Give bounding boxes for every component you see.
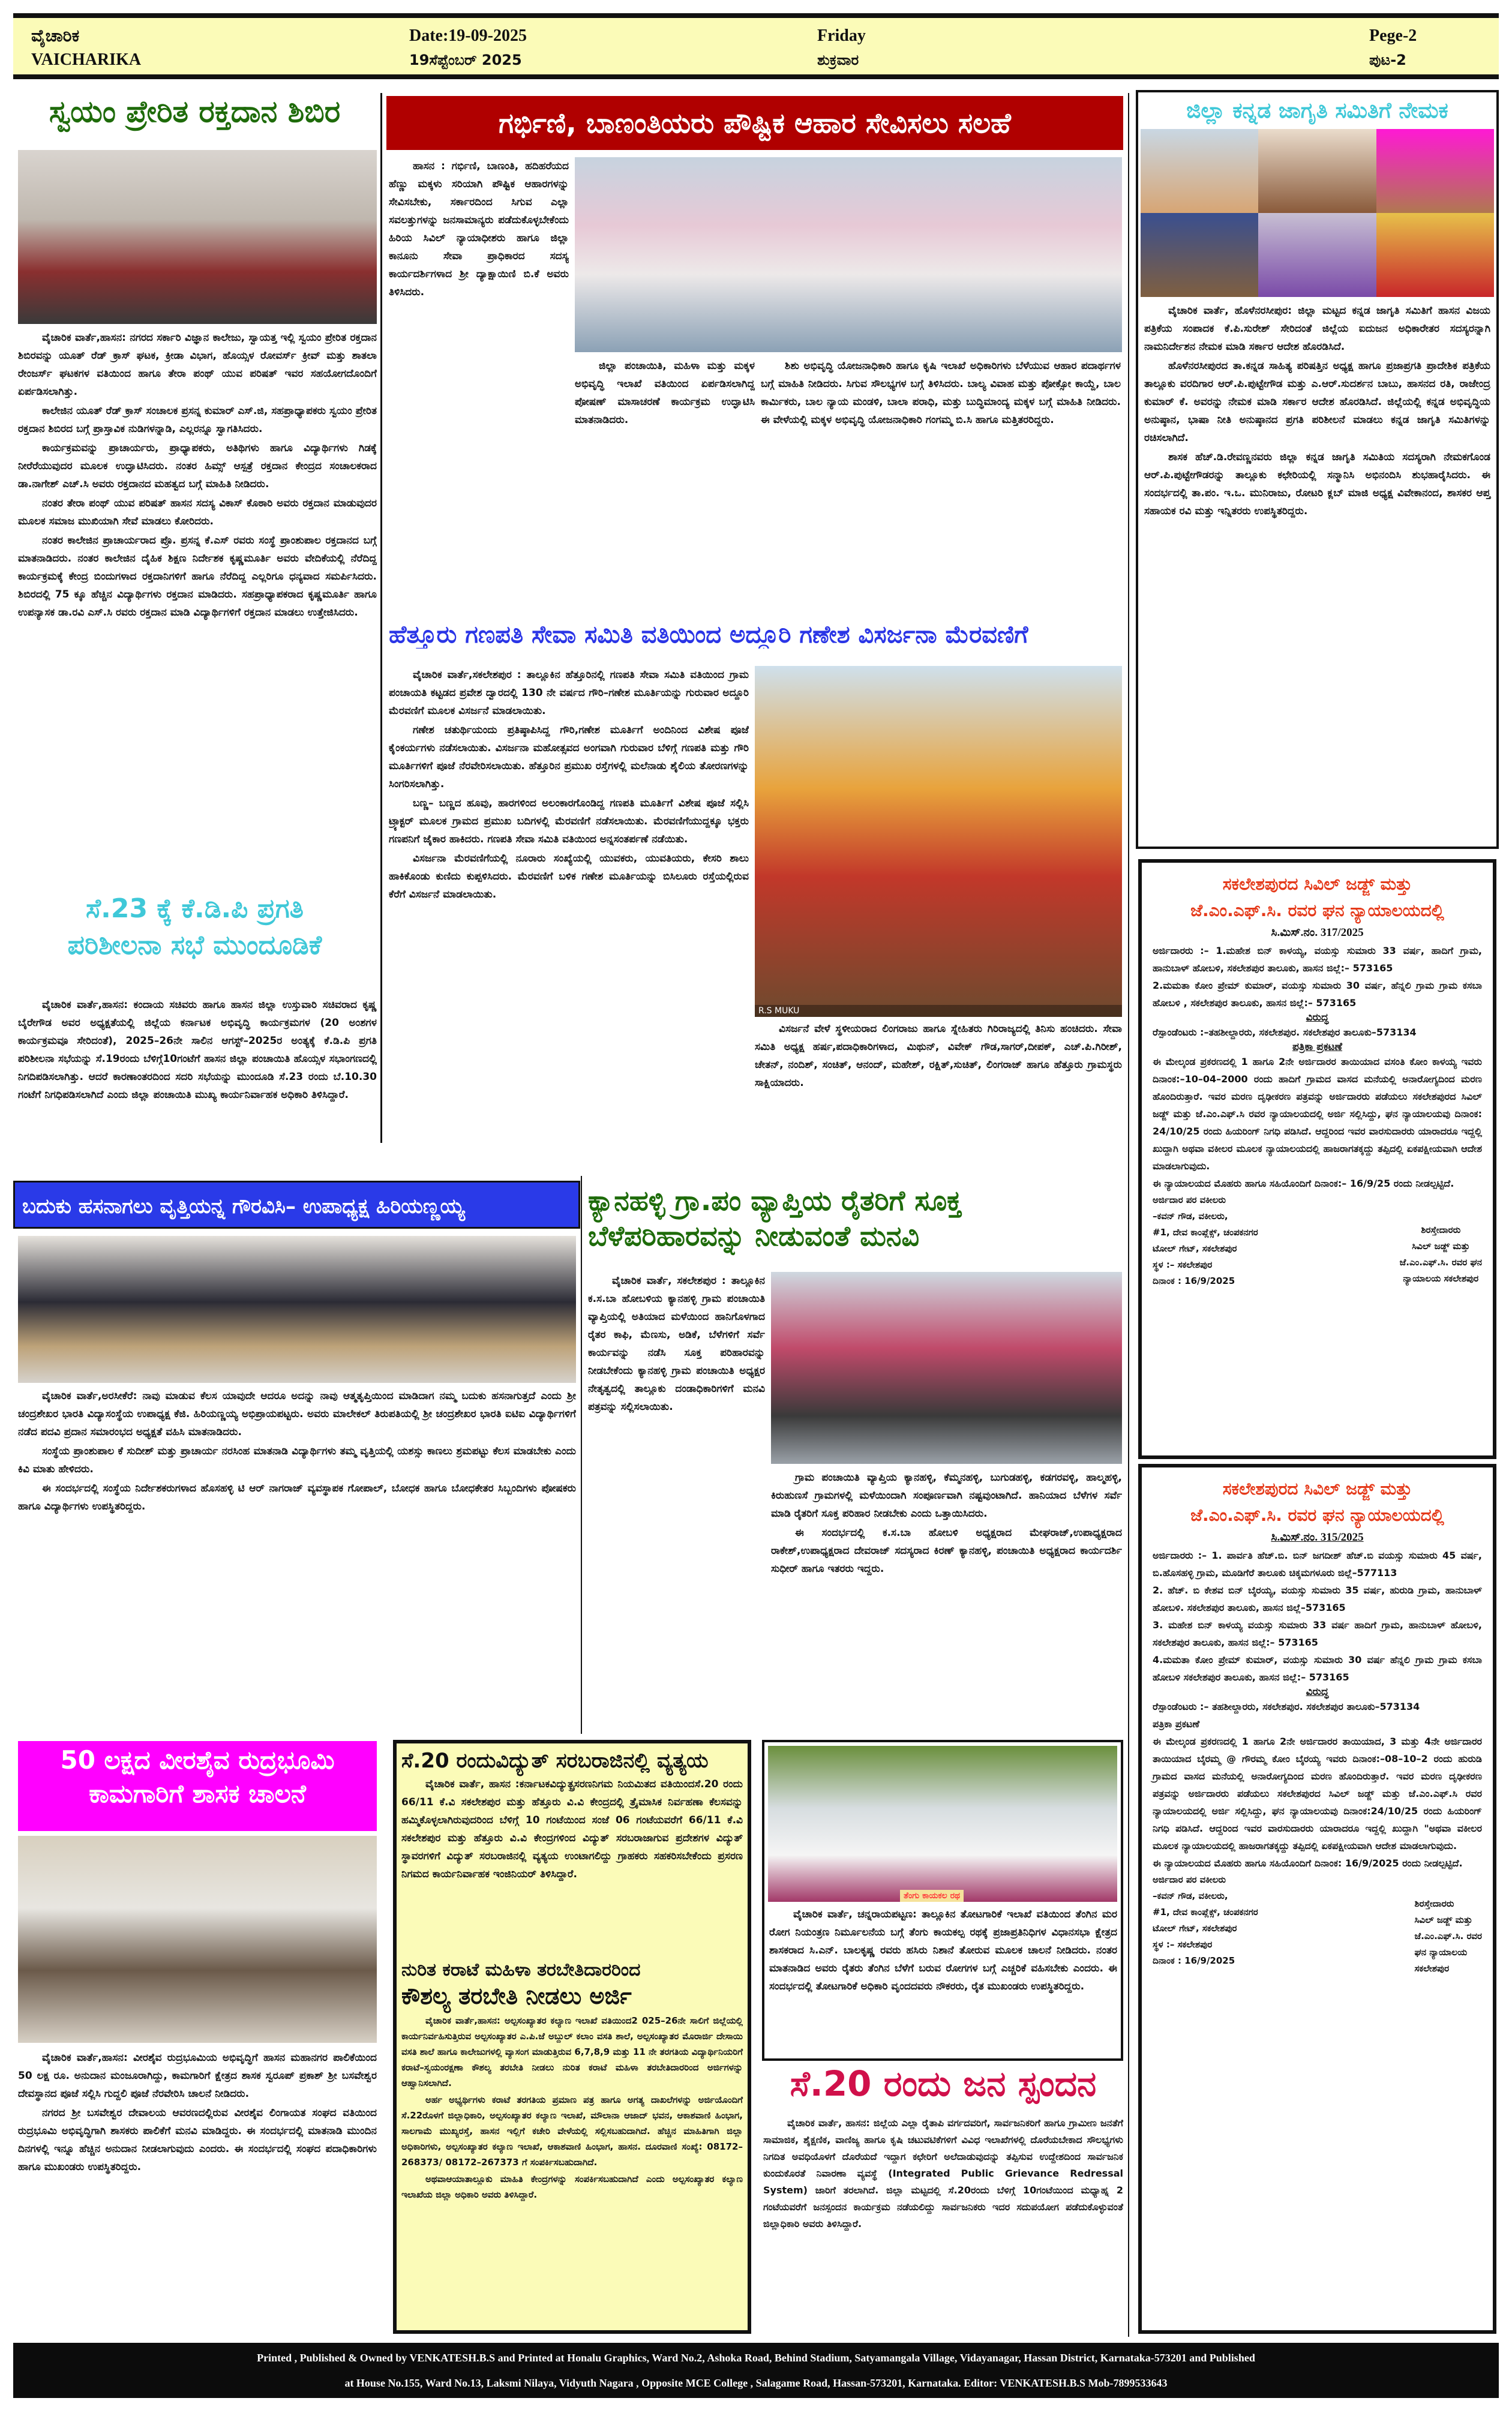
headline-line: ಪರಿಶೀಲನಾ ಸಭೆ ಮುಂದೂಡಿಕೆ — [67, 929, 322, 961]
article-blood-donation-body — [18, 329, 377, 956]
photo-coconut-vehicle — [768, 1746, 1117, 1902]
applicant: 3. ಮಹೇಶ ಬಿನ್ ಕಾಳಯ್ಯ ವಯಸ್ಸು ಸುಮಾರು 33 ವರ್ಷ ಹಾದಿಗೆ ಗ್ರಾಮ, ಹಾನುಬಾಳ್ ಹೋಬಳಿ, ಸಕಲೇಶಪುರ ತಾಲೂಕು, ಹಾಸನ ಜಿಲ್ಲೆ:– 573165 — [1153, 1619, 1482, 1648]
notice-title: ಸಕಲೇಶಪುರದ ಸಿವಿಲ್ ಜಡ್ಜ್ ಮತ್ತು — [1222, 1479, 1412, 1499]
sig-line: ನ್ಯಾಯಾಲಯ ಸಕಲೇಶಪುರ — [1403, 1273, 1479, 1284]
sig-line: ಅರ್ಜಿದಾರ ಪರ ವಕೀಲರು — [1153, 1195, 1226, 1205]
press-body: ಈ ಮೇಲ್ಕಂಡ ಪ್ರಕರಣದಲ್ಲಿ 1 ಹಾಗೂ 2ನೇ ಅರ್ಜಿದಾರರ ತಾಯಿಯಾದ, 3 ಮತ್ತು 4ನೇ ಅರ್ಜಿದಾರರ ತಾಯಿಯಾದ ಬೈರಮ್ಮ @ ಗೌರಮ್ಮ ಕೋಂ ಬೈರಯ್ಯ ಇವರು ದಿನಾಂಕ:–08–10–2 ರಂದು ಹುರುಡಿ ಗ್ರಾಮದ ವಾಸದ ಮನೆಯಲ್ಲಿ ಅನಾರೋಗ್ಯದಿಂದ ಮರಣ ಹೊಂದಿರುತ್ತಾರೆ. ಇವರ ಮರಣ ದೃಢೀಕರಣ ಪತ್ರವನ್ನು ಅರ್ಜಿದಾರರು ಪಡೆಯಲು ಸಕಲೇಶಪುರದ ಸಿವಿಲ್ ಜಡ್ಜ್ ಮತ್ತು ಜೆ.ಎಂ.ಎಫ್.ಸಿ ರವರ ನ್ಯಾಯಾಲಯದಲ್ಲಿ ಅರ್ಜಿ ಸಲ್ಲಿಸಿದ್ದು, ಘನ ನ್ಯಾಯಾಲಯವು ದಿನಾಂಕ:24/10/25 ರಂದು ಹಿಯರಿಂಗ್ ನಿಗಧಿ ಪಡಿಸಿದೆ. ಆದ್ದರಿಂದ ಇವರ ವಾರಸುದಾರರು ಯಾರಾದರೂ ಇದ್ದಲ್ಲಿ ಖುದ್ದಾಗಿ "ಅಥವಾ ವಕೀಲರ ಮೂಲಕ ನ್ಯಾಯಾಲಯದಲ್ಲಿ ಹಾಜರಾಗತಕ್ಕದ್ದು ತಪ್ಪಿದಲ್ಲಿ ಏಕಪಕ್ಷೀಯವಾಗಿ ಆದೇಶ ಮಾಡಲಾಗುವುದು. — [1153, 1736, 1482, 1851]
headline-karate-line1: ನುರಿತ ಕರಾಟೆ ಮಹಿಳಾ ತರಬೇತಿದಾರರಿಂದ — [401, 1959, 641, 1981]
paragraph: ಈ ಸಂದರ್ಭದಲ್ಲಿ ಕ.ಸ.ಬಾ ಹೋಬಳಿ ಅಧ್ಯಕ್ಷರಾದ ಮೇಘರಾಜ್,ಉಪಾಧ್ಯಕ್ಷರಾದ ರಾಕೇಶ್,ಉಪಾಧ್ಯಕ್ಷರಾದ ದೇವರಾಜ್ ಸದಸ್ಯರಾದ ಕಿರಣ್ ಕ್ಯಾನಹಳ್ಳಿ, ಪಂಚಾಯಿತಿ ಅಧ್ಯಕ್ಷರಾದ ಕಾರ್ಯದರ್ಶಿ ಸುಧೀರ್ ಹಾಗೂ ಇತರರು ಇದ್ದರು. — [771, 1527, 1122, 1575]
headline-line: ಸೆ.23 ಕ್ಕೆ ಕೆ.ಡಿ.ಪಿ ಪ್ರಗತಿ — [86, 893, 304, 924]
article-kyanahalli-body-col2 — [771, 1469, 1122, 1733]
paragraph: ಹೊಳೆನರಸೀಪುರದ ತಾ.ಕನ್ನಡ ಸಾಹಿತ್ಯ ಪರಿಷತ್ತಿನ ಅಧ್ಯಕ್ಷ ಹಾಗೂ ಪ್ರಜಾಪ್ರಗತಿ ಪ್ರಾದೇಶಿಕ ಪತ್ರಿಕೆಯ ತಾಲ್ಲೂಕು ವರದಿಗಾರ ಆರ್.ಪಿ.ಪುಟ್ಟೇಗೌಡ ಮತ್ತು ಎ.ಆರ್.ಸುದರ್ಶನ ಬಾಬು, ಹಾಸನದ ರತಿ, ರಾಜೇಂದ್ರ ಕುಮಾರ್ ಕೆ. ಅವರನ್ನು ನೇಮಕ ಮಾಡಿ ಸರ್ಕಾರ ಆದೇಶ ಹೊರಡಿಸಿದೆ. ಜಿಲ್ಲೆಯಲ್ಲಿ ಕನ್ನಡ ಅಭಿವೃದ್ಧಿಯ ಅನುಷ್ಠಾನ, ಭಾಷಾ ನೀತಿ ಅನುಷ್ಠಾನದ ಪ್ರಗತಿ ಪರಿಶೀಲನೆ ಮಾಡಲು ಕನ್ನಡ ಜಾಗೃತಿ ಸಮಿತಿಗಳನ್ನು ರಚಿಸಲಾಗಿದೆ. — [1144, 360, 1490, 445]
paragraph: ವೈಚಾರಿಕ ವಾರ್ತೆ, ಹಾಸನ :ಕರ್ನಾಟಕವಿದ್ಯುತ್ಪ್ರಸರಣನಿಗಮ ನಿಯಮಿತದ ವತಿಯಿಂದಸೆ.20 ರಂದು 66/11 ಕೆ.ವಿ ಸಕಲೇಶಪುರ ಮತ್ತು ಹೆತ್ತೂರು ವಿ.ವಿ ಕೇಂದ್ರದಲ್ಲಿ ತ್ರೈಮಾಸಿಕ ನಿರ್ವಹಣಾ ಕೆಲಸವನ್ನು ಹಮ್ಮಿಕೊಳ್ಳಲಾಗಿರುವುದರಿಂದ ಬೆಳಿಗ್ಗೆ 10 ಗಂಟೆಯಿಂದ ಸಂಜೆ 06 ಗಂಟೆಯವರೆಗೆ 66/11 ಕೆ.ವಿ ಸಕಲೇಶಪುರ ಮತ್ತು ಹೆತ್ತೂರು ವಿ.ವಿ ಕೇಂದ್ರಗಳಿಂದ ವಿದ್ಯುತ್ ಸರಬರಾಜಾಗುವ ಪ್ರದೇಶಗಳ ವಿದ್ಯುತ್ ಸ್ಥಾವರಗಳಿಗೆ ವಿದ್ಯುತ್ ಸರಬರಾಜಿನಲ್ಲಿ ವ್ಯತ್ಯಯ ಉಂಟಾಗಲಿದ್ದು ಗ್ರಾಹಕರು ಸಹಕರಿಸಬೇಕೆಂದು ಪ್ರಸರಣ ನಿಗಮದ ಕಾರ್ಯನಿರ್ವಾಹಕ ಇಂಜಿನಿಯರ್ ತಿಳಿಸಿದ್ದಾರೆ. — [401, 1778, 743, 1881]
paragraph: ವಿಸರ್ಜನಾ ಮೆರವಣಿಗೆಯಲ್ಲಿ ನೂರಾರು ಸಂಖ್ಯೆಯಲ್ಲಿ ಯುವಕರು, ಯುವತಿಯರು, ಕೇಸರಿ ಶಾಲು ಹಾಕಿಕೊಂಡು ಕುಣಿದು ಕುಪ್ಪಳಿಸಿದರು. ಮೆರವಣಿಗೆ ಬಳಿಕ ಗಣೇಶ ಮೂರ್ತಿಯನ್ನು ಬಿಸಿಲೂರು ರಸ್ತೆಯಲ್ಲಿರುವ ಕೆರೆಗೆ ವಿಸರ್ಜನೆ ಮಾಡಲಾಯಿತು. — [389, 853, 749, 901]
sig-line: ಘನ ನ್ಯಾಯಾಲಯ — [1414, 1947, 1468, 1958]
headline-nutrition-banner: ಗರ್ಭಿಣಿ, ಬಾಣಂತಿಯರು ಪೌಷ್ಟಿಕ ಆಹಾರ ಸೇವಿಸಲು ಸಲಹೆ — [386, 96, 1123, 150]
paragraph: ಜಿಲ್ಲಾ ಪಂಚಾಯಿತಿ, ಮಹಿಳಾ ಮತ್ತು ಮಕ್ಕಳ ಅಭಿವೃದ್ಧಿ ಇಲಾಖೆ ವತಿಯಿಂದ ಏರ್ಪಡಿಸಲಾಗಿದ್ದ ಪೋಷಣ್ ಮಾಸಾಚರಣೆ ಕಾರ್ಯಕ್ರಮ ಉದ್ಘಾಟಿಸಿ ಮಾತನಾಡಿದರು. — [575, 360, 755, 426]
press-body: ಈ ಮೇಲ್ಕಂಡ ಪ್ರಕರಣದಲ್ಲಿ 1 ಹಾಗೂ 2ನೇ ಅರ್ಜಿದಾರರ ತಾಯಿಯಾದ ವಸಂತಿ ಕೋಂ ಕಾಳಯ್ಯ ಇವರು ದಿನಾಂಕ:–10–04–2000 ರಂದು ಹಾದಿಗೆ ಗ್ರಾಮದ ವಾಸದ ಮನೆಯಲ್ಲಿ ಅನಾರೋಗ್ಯದಿಂದ ಮರಣ ಹೊಂದಿರುತ್ತಾರೆ. ಇವರ ಮರಣ ದೃಢೀಕರಣ ಪತ್ರವನ್ನು ಅರ್ಜಿದಾರರು ಪಡೆಯಲು ಸಕಲೇಶಪುರದ ಸಿವಿಲ್ ಜಡ್ಜ್ ಮತ್ತು ಜೆ.ಎಂ.ಎಫ್.ಸಿ ರವರ ನ್ಯಾಯಾಲಯದಲ್ಲಿ ಅರ್ಜಿ ಸಲ್ಲಿಸಿದ್ದು, ಘನ ನ್ಯಾಯಾಲಯವು ದಿನಾಂಕ: 24/10/25 ರಂದು ಹಿಯರಿಂಗ್ ನಿಗಧಿ ಪಡಿಸಿದೆ. ಆದ್ದರಿಂದ ಇವರ ವಾರಸುದಾರರು ಯಾರಾದರೂ ಇದ್ದಲ್ಲಿ ಖುದ್ದಾಗಿ ಅಥವಾ ವಕೀಲರ ಮೂಲಕ ನ್ಯಾಯಾಲಯದಲ್ಲಿ ಹಾಜರಾಗತಕ್ಕದ್ದು ತಪ್ಪಿದಲ್ಲಿ ಏಕಪಕ್ಷೀಯವಾಗಿ ಆದೇಶ ಮಾಡಲಾಗುವುದು. — [1153, 1056, 1482, 1172]
paragraph: ವೈಚಾರಿಕ ವಾರ್ತೆ, ಚನ್ನರಾಯಪಟ್ಟಣ: ತಾಲ್ಲೂಕಿನ ತೋಟಗಾರಿಕೆ ಇಲಾಖೆ ವತಿಯಿಂದ ತೆಂಗಿನ ಮರ ರೋಗ ನಿಯಂತ್ರಣ ನಿರ್ಮೂಲನೆಯ ಬಗ್ಗೆ ತೆಂಗು ಕಾಯಕಲ್ಪ ರಥಕ್ಕೆ ಪ್ರಜಾಪ್ರತಿನಿಧಿಗಳ ವಿಧಾನಸಭಾ ಕ್ಷೇತ್ರದ ಶಾಸಕರಾದ ಸಿ.ಎನ್. ಬಾಲಕೃಷ್ಣ ರವರು ಹಸಿರು ನಿಶಾನೆ ತೋರುವ ಮೂಲಕ ಚಾಲನೆ ನೀಡಿದರು. ನಂತರ ಮಾತನಾಡಿದ ಅವರು ರೈತರು ತೆಂಗಿನ ಬೆಳೆಗೆ ಬರುವ ರೋಗಗಳ ಬಗ್ಗೆ ಎಚ್ಚರಿಕೆ ವಹಿಸಬೇಕು ಎಂದರು. ಈ ಸಂದರ್ಭದಲ್ಲಿ ತೋಟಗಾರಿಕೆ ಅಧಿಕಾರಿ ವೃಂದದವರು ನೌಕರರು, ರೈತ ಮುಖಂಡರು ಉಪಸ್ಥಿತರಿದ್ದರು. — [769, 1908, 1117, 1992]
advocate-block — [1153, 1872, 1258, 1977]
paragraph: ವೈಚಾರಿಕ ವಾರ್ತೆ,ಹಾಸನ: ಅಲ್ಪಸಂಖ್ಯಾತರ ಕಲ್ಯಾಣ ಇಲಾಖೆ ವತಿಯಿಂದ2 025–26ನೇ ಸಾಲಿಗೆ ಜಿಲ್ಲೆಯಲ್ಲಿ ಕಾರ್ಯನಿರ್ವಹಿಸುತ್ತಿರುವ ಅಲ್ಪಸಂಖ್ಯಾತರ ಎ.ಪಿ.ಜೆ ಅಬ್ದುಲ್ ಕಲಾಂ ವಸತಿ ಶಾಲೆ, ಅಲ್ಪಸಂಖ್ಯಾತರ ಮೊರಾರ್ಜಿ ದೇಸಾಯಿ ವಸತಿ ಶಾಲೆ ಹಾಗೂ ಕಾಲೇಜುಗಳಲ್ಲಿ ವ್ಯಾಸಂಗ ಮಾಡುತ್ತಿರುವ 6,7,8,9 ಮತ್ತು 11 ನೇ ತರಗತಿಯ ವಿದ್ಯಾರ್ಥಿನಿಯರಿಗೆ ಕರಾಟೆ–ಸ್ವಯಂರಕ್ಷಣಾ ಕೌಶಲ್ಯ ತರಬೇತಿ ನೀಡಲು ನುರಿತ ಕರಾಟೆ ಮಹಿಳಾ ತರಬೇತಿದಾರರಿಂದ ಅರ್ಜಿಗಳನ್ನು ಆಹ್ವಾನಿಸಲಾಗಿದೆ. — [401, 2015, 743, 2089]
applicant: 4.ಮಮತಾ ಕೋಂ ಪ್ರೇಮ್ ಕುಮಾರ್, ವಯಸ್ಸು ಸುಮಾರು 30 ವರ್ಷ ಹೆನ್ನಲಿ ಗ್ರಾಮ ಗ್ರಾಮ ಕಸಬಾ ಹೋಬಳಿ ಸಕಲೇಶಪುರ ತಾಲೂಕು, ಹಾಸನ ಜಿಲ್ಲೆ:– 573165 — [1153, 1654, 1482, 1683]
headline-line: ಕ್ಯಾನಹಳ್ಳಿ ಗ್ರಾ.ಪಂ ವ್ಯಾಪ್ತಿಯ ರೈತರಿಗೆ ಸೂಕ್ತ — [588, 1184, 962, 1217]
headline-line: 50 ಲಕ್ಷದ ವೀರಶೈವ ರುದ್ರಭೂಮಿ — [60, 1745, 335, 1775]
paragraph: ಗ್ರಾಮ ಪಂಚಾಯಿತಿ ವ್ಯಾಪ್ತಿಯ ಕ್ಯಾನಹಳ್ಳಿ, ಕೆಮ್ಮನಹಳ್ಳಿ, ಬುಗುಡಹಳ್ಳಿ, ಕಡಗರವಳ್ಳಿ, ಹಾಲ್ಮಹಳ್ಳಿ, ಕಿರುಹುಣಸೆ ಗ್ರಾಮಗಳಲ್ಲಿ ಮಳೆಯಿಂದಾಗಿ ಸಂಪೂರ್ಣವಾಗಿ ನಷ್ಟವುಂಟಾಗಿದೆ. ಹಾನಿಯಾದ ಬೆಳೆಗಳ ಸರ್ವೆ ಮಾಡಿ ರೈತರಿಗೆ ಸೂಕ್ತ ಪರಿಹಾರ ನೀಡಬೇಕು ಎಂದು ಒತ್ತಾಯಿಸಿದರು. — [771, 1472, 1122, 1520]
article-kyanahalli-body-col1 — [588, 1272, 765, 1734]
paragraph: ನಂತರ ಕಾಲೇಜಿನ ಪ್ರಾಚಾರ್ಯರಾದ ಪ್ರೊ. ಪ್ರಸನ್ನ ಕೆ.ಎಸ್ ರವರು ಸಂಸ್ಥೆ ಪ್ರಾಂಶುಪಾಲ ರಕ್ತದಾನದ ಬಗ್ಗೆ ಮಾತನಾಡಿದರು. ನಂತರ ಕಾಲೇಜಿನ ದೈಹಿಕ ಶಿಕ್ಷಣ ನಿರ್ದೇಶಕ ಕೃಷ್ಣಮೂರ್ತಿ ಅವರು ವೇದಿಕೆಯಲ್ಲಿ ನೆರೆದಿದ್ದ ಕಾರ್ಯಕ್ರಮಕ್ಕೆ ಕೇಂದ್ರ ಬಿಂದುಗಳಾದ ರಕ್ತದಾನಿಗಳಿಗೆ ಹಾಗೂ ನೆರೆದಿದ್ದ ಎಲ್ಲರಿಗೂ ಧನ್ಯವಾದ ಸಮರ್ಪಿಸಿದರು. ಶಿಬಿರದಲ್ಲಿ 75 ಕ್ಕೂ ಹೆಚ್ಚಿನ ವಿದ್ಯಾರ್ಥಿಗಳು ರಕ್ತದಾನ ಮಾಡಿದರು. ಸಹಪ್ರಾಧ್ಯಾಪಕರಾದ ಕೃಷ್ಣಮೂರ್ತಿ ಹಾಗೂ ಉಪನ್ಯಾಸಕ ಡಾ.ರವಿ ಎಸ್.ಸಿ ರವರು ರಕ್ತದಾನ ಮಾಡಿ ವಿದ್ಯಾರ್ಥಿಗಳಿಗೆ ರಕ್ತದಾನ ಮಾಡಲು ಉತ್ತೇಜಿಸಿದರು. — [18, 535, 377, 619]
article-nutrition-body-col3 — [761, 357, 1121, 603]
photo-grid-members — [1141, 129, 1494, 297]
press-heading: ಪತ್ರಿಕಾ ಪ್ರಕಟಣೆ — [1153, 1718, 1200, 1730]
case-number: ಸಿ.ಮಿಸ್.ನಂ. 317/2025 — [1271, 926, 1364, 939]
column-divider — [1128, 93, 1129, 2337]
headline-line: ಬೆಳೆಪರಿಹಾರವನ್ನು ನೀಡುವಂತೆ ಮನವಿ — [588, 1219, 920, 1252]
article-upadhyaksha-body — [18, 1387, 576, 1729]
sheristedar-block — [1400, 1192, 1482, 1289]
paragraph: ವೈಚಾರಿಕ ವಾರ್ತೆ, ಸಕಲೇಶಪುರ : ತಾಲ್ಲೂಕಿನ ಕ.ಸ.ಬಾ ಹೋಬಳಿಯ ಕ್ಯಾನಹಳ್ಳಿ ಗ್ರಾಮ ಪಂಚಾಯಿತಿ ವ್ಯಾಪ್ತಿಯಲ್ಲಿ ಅತಿಯಾದ ಮಳೆಯಿಂದ ಹಾನಿಗೊಳಗಾದ ರೈತರ ಕಾಫಿ, ಮೆಣಸು, ಅಡಿಕೆ, ಬೆಳೆಗಳಿಗೆ ಸರ್ವೆ ಕಾರ್ಯವನ್ನು ನಡೆಸಿ ಸೂಕ್ತ ಪರಿಹಾರವನ್ನು ನೀಡಬೇಕೆಂದು ಕ್ಯಾನಹಳ್ಳಿ ಗ್ರಾಮ ಪಂಚಾಯಿತಿ ಅಧ್ಯಕ್ಷರ ನೇತೃತ್ವದಲ್ಲಿ ತಾಲ್ಲೂಕು ದಂಡಾಧಿಕಾರಿಗಳಿಗೆ ಮನವಿ ಪತ್ರವನ್ನು ಸಲ್ಲಿಸಲಾಯಿತು. — [588, 1275, 765, 1413]
sig-line: ಸಿವಿಲ್ ಜಡ್ಜ್ ಮತ್ತು — [1412, 1241, 1470, 1251]
notice-title: ಜೆ.ಎಂ.ಎಫ್.ಸಿ. ರವರ ಘನ ನ್ಯಾಯಾಲಯದಲ್ಲಿ — [1190, 1505, 1444, 1525]
masthead — [13, 13, 1499, 79]
issue-day — [817, 24, 866, 72]
sig-line: ಸ್ಥಳ :– ಸಕಲೇಶಪುರ — [1153, 1259, 1213, 1270]
paragraph: ವೈಚಾರಿಕ ವಾರ್ತೆ,ಅರಸೀಕೆರೆ: ನಾವು ಮಾಡುವ ಕೆಲಸ ಯಾವುದೇ ಆದರೂ ಅದನ್ನು ನಾವು ಆತ್ಮತೃಪ್ತಿಯಿಂದ ಮಾಡಿದಾಗ ನಮ್ಮ ಬದುಕು ಹಸನಾಗುತ್ತದೆ ಎಂದು ಶ್ರೀ ಚಂದ್ರಶೇಖರ ಭಾರತಿ ವಿದ್ಯಾಸಂಸ್ಥೆಯ ಉಪಾಧ್ಯಕ್ಷ ಕೆಜಿ. ಹಿರಿಯಣ್ಣಯ್ಯ ಅಭಿಪ್ರಾಯಪಟ್ಟರು. ಅವರು ಮಾಲೇಕಲ್ ತಿರುಪತಿಯಲ್ಲಿ ಶ್ರೀ ಚಂದ್ರಶೇಖರ ಭಾರತಿ ಐಟಿಐ ವಿದ್ಯಾರ್ಥಿಗಳಿಗೆ ನಡೆದ ಪದವಿ ಪ್ರದಾನ ಸಮಾರಂಭದ ಅಧ್ಯಕ್ಷತೆ ವಹಿಸಿ ಮಾತನಾಡಿದರು. — [18, 1390, 576, 1438]
applicant: ಅರ್ಜಿದಾರರು :– 1. ಪಾರ್ವತಿ ಹೆಚ್.ಬಿ. ಬಿನ್ ಜಗದೀಶ್ ಹೆಚ್.ಬಿ ವಯಸ್ಸು ಸುಮಾರು 45 ವರ್ಷ, ಬಿ.ಹೊಸಹಳ್ಳಿ ಗ್ರಾಮ, ಮೂಡಿಗೆರೆ ತಾಲೂಕು ಚಿಕ್ಕಮಗಳೂರು ಜಿಲ್ಲೆ–577113 — [1153, 1550, 1482, 1578]
versus-label: ವಿರುದ್ಧ — [1306, 1012, 1329, 1024]
sig-line: ಜೆ.ಎಂ.ಎಫ್.ಸಿ. ರವರ ಘನ — [1399, 1257, 1482, 1268]
paragraph: ವಿಸರ್ಜನೆ ವೇಳೆ ಸ್ಥಳೀಯರಾದ ಲಿಂಗರಾಜು ಹಾಗೂ ಸ್ನೇಹಿತರು ಗಿರಿರಾಜ್ಯದಲ್ಲಿ ತಿನಿಸು ಹಂಚಿದರು. ಸೇವಾ ಸಮಿತಿ ಅಧ್ಯಕ್ಷ ಹರ್ಷ,ಪದಾಧಿಕಾರಿಗಳಾದ, ಮಿಥುನ್, ವಿವೇಕ್ ಗೌಡ,ಸಾಗರ್,ದೀಪಕ್, ಎಚ್.ಪಿ.ಗಿರೀಶ್, ಚೇತನ್, ನಂದಿಶ್, ಸಂಚಿತ್, ಆನಂದ್, ಮಹೇಶ್, ರಕ್ಷಿತ್,ಸುಚಿತ್, ಲಿಂಗರಾಜ್ ಹಾಗೂ ಹೆತ್ತೂರು ಗ್ರಾಮಸ್ಥರು ಸಾಕ್ಷಿಯಾದರು. — [755, 1023, 1122, 1089]
paragraph: ಬಣ್ಣ– ಬಣ್ಣದ ಹೂವು, ಹಾರಗಳಿಂದ ಅಲಂಕಾರಗೊಂಡಿದ್ದ ಗಣಪತಿ ಮೂರ್ತಿಗೆ ವಿಶೇಷ ಪೂಜೆ ಸಲ್ಲಿಸಿ ಟ್ರ್ಯಾಕ್ಟರ್ ಮೂಲಕ ಗ್ರಾಮದ ಪ್ರಮುಖ ಬದಿಗಳಲ್ಲಿ ಮೆರವಣಿಗೆ ನಡೆಸಲಾಯಿತು. ಮೆರವಣಿಗೆಯುದ್ದಕ್ಕೂ ಭಕ್ತರು ಗಣಪನಿಗೆ ಜೈಕಾರ ಹಾಕಿದರು. ಗಣಪತಿ ಸೇವಾ ಸಮಿತಿ ವತಿಯಿಂದ ಅನ್ನಸಂತರ್ಪಣೆ ನಡೆಯಿತು. — [389, 797, 749, 845]
imprint-footer — [13, 2343, 1499, 2398]
sig-line: –ಕವನ್ ಗೌಡ, ವಕೀಲರು, — [1153, 1211, 1228, 1221]
photo-nutrition-event — [575, 157, 1122, 352]
sig-line: #1, ದೇವ ಕಾಂಪ್ಲೆಕ್ಸ್, ಚಂಪಕನಗರ — [1153, 1227, 1258, 1238]
applicant: ಅರ್ಜಿದಾರರು :– 1.ಮಹೇಶ ಬಿನ್ ಕಾಳಯ್ಯ, ವಯಸ್ಸು ಸುಮಾರು 33 ವರ್ಷ, ಹಾದಿಗೆ ಗ್ರಾಮ, ಹಾನುಬಾಳ್ ಹೋಬಳಿ, ಸಕಲೇಶಪುರ ತಾಲೂಕು, ಹಾಸನ ಜಿಲ್ಲೆ:– 573165 — [1153, 945, 1482, 974]
paragraph: ಶಾಸಕ ಹೆಚ್.ಡಿ.ರೇವಣ್ಣನವರು ಜಿಲ್ಲಾ ಕನ್ನಡ ಜಾಗೃತಿ ಸಮಿತಿಯ ಸದಸ್ಯರಾಗಿ ನೇಮಕಗೊಂಡ ಆರ್.ಪಿ.ಪುಟ್ಟೇಗೌಡರನ್ನು ತಾಲ್ಲೂಕು ಕಛೇರಿಯಲ್ಲಿ ಸನ್ಮಾನಿಸಿ ಅಭಿನಂದಿಸಿ ಶುಭಹಾರೈಸಿದರು. ಈ ಸಂದರ್ಭದಲ್ಲಿ ತಾ.ಪಂ. ಇ.ಒ. ಮುನಿರಾಜು, ರೋಟರಿ ಕ್ಲಬ್ ಮಾಜಿ ಅಧ್ಯಕ್ಷ ವಿವೇಕಾನಂದ, ಶಾಸಕರ ಆಪ್ತ ಸಹಾಯಕ ರವಿ ಮತ್ತು ಇನ್ನಿತರರು ಉಪಸ್ಥಿತರಿದ್ದರು. — [1144, 451, 1490, 518]
sig-line: ಅರ್ಜಿದಾರ ಪರ ವಕೀಲರು — [1153, 1874, 1226, 1885]
sig-line: ಶಿರಸ್ತೇದಾರರು — [1421, 1224, 1461, 1235]
column-divider — [581, 1176, 582, 1734]
article-nutrition-body-col2 — [575, 357, 755, 603]
sig-line: ದಿನಾಂಕ : 16/9/2025 — [1153, 1275, 1235, 1286]
paragraph: ವೈಚಾರಿಕ ವಾರ್ತೆ, ಹೊಳೆನರಸೀಪುರ: ಜಿಲ್ಲಾ ಮಟ್ಟದ ಕನ್ನಡ ಜಾಗೃತಿ ಸಮಿತಿಗೆ ಹಾಸನ ವಿಜಯ ಪತ್ರಿಕೆಯ ಸಂಪಾದಕ ಕೆ.ಪಿ.ಸುರೇಶ್ ಸೇರಿದಂತೆ ಜಿಲ್ಲೆಯ ಐದುಜನ ಅಧಿಕಾರೇತರ ಸದಸ್ಯರನ್ನಾಗಿ ನಾಮನಿರ್ದೇಶನ ನೇಮಕ ಮಾಡಿ ಸರ್ಕಾರ ಆದೇಶ ಹೊರಡಿಸಿದೆ. — [1144, 305, 1490, 353]
paragraph: ಕಾಲೇಜಿನ ಯೂತ್ ರೆಡ್ ಕ್ರಾಸ್ ಸಂಚಾಲಕ ಪ್ರಸನ್ನ ಕುಮಾರ್ ಎಸ್.ಜಿ, ಸಹಪ್ರಾಧ್ಯಾಪಕರು ಸ್ವಯಂ ಪ್ರೇರಿತ ರಕ್ತದಾನ ಶಿಬಿರದ ಬಗ್ಗೆ ಪ್ರಾಸ್ತಾವಿಕ ನುಡಿಗಳನ್ನಾಡಿ, ಎಲ್ಲರನ್ನೂ ಸ್ವಾಗತಿಸಿದರು. — [18, 405, 377, 435]
headline-upadhyaksha-banner: ಬದುಕು ಹಸನಾಗಲು ವೃತ್ತಿಯನ್ನ ಗೌರವಿಸಿ– ಉಪಾಧ್ಯಕ್ಷ ಹಿರಿಯಣ್ಣಯ್ಯ — [13, 1181, 580, 1229]
article-power-cut-body — [397, 1775, 748, 1955]
photo-memorandum-submission — [771, 1272, 1122, 1464]
sig-line: ಟೋಲ್ ಗೇಟ್, ಸಕಲೇಶಪುರ — [1153, 1923, 1237, 1934]
headline-line: ಕಾಮಗಾರಿಗೆ ಶಾಸಕ ಚಾಲನೆ — [89, 1779, 306, 1809]
day-english: Friday — [817, 26, 866, 45]
newspaper-name-kannada: ವೈಚಾರಿಕ — [31, 26, 80, 46]
respondent: ರೆಸ್ಪಾಂಡೆಂಟರು :– ತಹಶೀಲ್ದಾರರು, ಸಕಲೇಶಪುರ. ಸಕಲೇಶಪುರ ತಾಲೂಕು–573134 — [1153, 1701, 1420, 1712]
article-jana-spandana-body — [763, 2115, 1123, 2337]
photo-member — [1141, 213, 1258, 297]
headline-kyanahalli — [588, 1185, 1122, 1252]
article-coconut-body — [769, 1905, 1117, 2055]
paragraph: ಹಾಸನ : ಗರ್ಭಿಣಿ, ಬಾಣಂತಿ, ಹದಿಹರೆಯದ ಹೆಣ್ಣು ಮಕ್ಕಳು ಸರಿಯಾಗಿ ಪೌಷ್ಟಿಕ ಆಹಾರಗಳನ್ನು ಸೇವಿಸಬೇಕು, ಸರ್ಕಾರದಿಂದ ಸಿಗುವ ಎಲ್ಲಾ ಸವಲತ್ತುಗಳನ್ನು ಜನಸಾಮಾನ್ಯರು ಪಡೆದುಕೊಳ್ಳಬೇಕೆಂದು ಹಿರಿಯ ಸಿವಿಲ್ ನ್ಯಾಯಾಧೀಶರು ಹಾಗೂ ಜಿಲ್ಲಾ ಕಾನೂನು ಸೇವಾ ಪ್ರಾಧಿಕಾರದ ಸದಸ್ಯ ಕಾರ್ಯದರ್ಶಿಗಳಾದ ಶ್ರೀ ದ್ಯಾಕ್ಷಾಯಿಣಿ ಬಿ.ಕೆ ಅವರು ತಿಳಿಸಿದರು. — [389, 160, 569, 298]
seal-line: ಈ ನ್ಯಾಯಾಲಯದ ಮೊಹರು ಹಾಗೂ ಸಹಿಯೊಂದಿಗೆ ದಿನಾಂಕ:– 16/9/25 ರಂದು ನೀಡಲ್ಪಟ್ಟಿದೆ. — [1153, 1178, 1454, 1189]
applicant: 2. ಹೆಚ್. ಬಿ ಕೇಶವ ಬಿನ್ ಬೈರಯ್ಯ, ವಯಸ್ಸು ಸುಮಾರು 35 ವರ್ಷ, ಹುರುಡಿ ಗ್ರಾಮ, ಹಾನುಬಾಳ್ ಹೋಬಳಿ. ಸಕಲೇಶಪುರ ತಾಲೂಕು, ಹಾಸನ ಜಿಲ್ಲೆ–573165 — [1153, 1584, 1482, 1613]
headline-rudrabhoomi-banner — [18, 1741, 377, 1831]
newspaper-name-english: VAICHARIKA — [31, 50, 142, 69]
sig-line: ದಿನಾಂಕ : 16/9/2025 — [1153, 1955, 1235, 1966]
paragraph: ಕಾರ್ಯಕ್ರಮವನ್ನು ಪ್ರಾಚಾರ್ಯರು, ಪ್ರಾಧ್ಯಾಪಕರು, ಅತಿಥಿಗಳು ಹಾಗೂ ವಿದ್ಯಾರ್ಥಿಗಳು ಗಿಡಕ್ಕೆ ನೀರೆರೆಯುವುದರ ಮೂಲಕ ಉದ್ಘಾಟಿಸಿದರು. ನಂತರ ಹಿಮ್ಸ್ ಆಸ್ಪತ್ರೆ ರಕ್ತದಾನ ಕೇಂದ್ರದ ಸಂಚಾಲಕರಾದ ಡಾ.ನಾಗೇಶ್ ಎಚ್.ಸಿ ಅವರು ರಕ್ತದಾನದ ಮಹತ್ವದ ಬಗ್ಗೆ ಮಾಹಿತಿ ನೀಡಿದರು. — [18, 442, 377, 490]
paragraph: ಈ ಸಂದರ್ಭದಲ್ಲಿ ಸಂಸ್ಥೆಯ ನಿರ್ದೇಶಕರುಗಳಾದ ಹೊಸಹಳ್ಳಿ ಟಿ ಆರ್ ನಾಗರಾಜ್ ವ್ಯವಸ್ಥಾಪಕ ಗೋಪಾಲ್, ಬೋಧಕ ಹಾಗೂ ಬೋಧಕೇತರ ಸಿಬ್ಬಂದಿಗಳು ಪೋಷಕರು ಹಾಗೂ ವಿದ್ಯಾರ್ಥಿಗಳು ಉಪಸ್ಥಿತರಿದ್ದರು. — [18, 1482, 576, 1512]
paragraph: ಸಂಸ್ಥೆಯ ಪ್ರಾಂಶುಪಾಲ ಕೆ ಸುದೀಶ್ ಮತ್ತು ಪ್ರಾಚಾರ್ಯ ನರಸಿಂಹ ಮಾತನಾಡಿ ವಿದ್ಯಾರ್ಥಿಗಳು ತಮ್ಮ ವೃತ್ತಿಯಲ್ಲಿ ಯಶಸ್ಸು ಕಾಣಲು ಶ್ರಮಪಟ್ಟು ಕೆಲಸ ಮಾಡಬೇಕು ಎಂದು ಕಿವಿ ಮಾತು ಹೇಳಿದರು. — [18, 1445, 576, 1475]
column-divider — [380, 93, 382, 1143]
yellow-box-power-karate — [393, 1740, 751, 2334]
sig-line: #1, ದೇವ ಕಾಂಪ್ಲೆಕ್ಸ್, ಚಂಪಕನಗರ — [1153, 1907, 1258, 1917]
photo-member — [1258, 213, 1376, 297]
notice-title: ಜೆ.ಎಂ.ಎಫ್.ಸಿ. ರವರ ಘನ ನ್ಯಾಯಾಲಯದಲ್ಲಿ — [1190, 901, 1444, 920]
article-nutrition-body-col1 — [389, 157, 569, 601]
photo-rudrabhoomi-inauguration — [18, 1836, 377, 2043]
vehicle-banner-text: ತೆಂಗು ಕಾಯಕಲ ರಥ — [900, 1890, 964, 1902]
legal-notice-315 — [1138, 1464, 1496, 2334]
applicant: 2.ಮಮತಾ ಕೋಂ ಪ್ರೇಮ್ ಕುಮಾರ್, ವಯಸ್ಸು ಸುಮಾರು 30 ವರ್ಷ, ಹೆನ್ನಲಿ ಗ್ರಾಮ ಗ್ರಾಮ ಕಸಬಾ ಹೋಬಳಿ , ಸಕಲೇಶಪುರ ತಾಲೂಕು, ಹಾಸನ ಜಿಲ್ಲೆ:– 573165 — [1153, 980, 1482, 1009]
sig-line: ಶಿರಸ್ತೇದಾರರು — [1414, 1898, 1454, 1909]
photo-graduation-ceremony — [18, 1236, 576, 1383]
photo-member — [1141, 129, 1258, 213]
sig-line: ಟೋಲ್ ಗೇಟ್, ಸಕಲೇಶಪುರ — [1153, 1243, 1237, 1254]
photo-ganesha-idol — [755, 666, 1122, 1017]
photo-blood-donation-event — [18, 150, 377, 324]
article-kdp-body — [18, 996, 377, 1143]
day-kannada: ಶುಕ್ರವಾರ — [817, 52, 859, 68]
page-number — [1369, 24, 1417, 72]
page-number-kannada: ಪುಟ-2 — [1369, 52, 1406, 68]
imprint-line: at House No.155, Ward No.13, Laksmi Nilaya, Vidyuth Nagara , Opposite MCE College , Salagame Road, Hassan-573201, Karnataka. Editor: VENKATESH.B.S Mob-7899533643 — [344, 2377, 1168, 2389]
article-coconut-box — [762, 1740, 1123, 2061]
headline-ganesha-procession: ಹೆತ್ತೂರು ಗಣಪತಿ ಸೇವಾ ಸಮಿತಿ ವತಿಯಿಂದ ಅದ್ದೂರಿ ಗಣೇಶ ವಿಸರ್ಜನಾ ಮೆರವಣಿಗೆ — [389, 621, 1028, 649]
newspaper-name — [31, 24, 141, 72]
sig-line: –ಕವನ್ ಗೌಡ, ವಕೀಲರು, — [1153, 1890, 1228, 1901]
paragraph: ವೈಚಾರಿಕ ವಾರ್ತೆ,ಹಾಸನ: ವೀರಶೈವ ರುದ್ರಭೂಮಿಯ ಅಭಿವೃದ್ಧಿಗೆ ಹಾಸನ ಮಹಾನಗರ ಪಾಲಿಕೆಯಿಂದ 50 ಲಕ್ಷ ರೂ. ಅನುದಾನ ಮಂಜೂರಾಗಿದ್ದು, ಕಾಮಗಾರಿಗೆ ಕ್ಷೇತ್ರದ ಶಾಸಕ ಸ್ವರೂಪ್ ಪ್ರಕಾಶ್ ಶ್ರೀ ಬಸವೇಶ್ವರ ದೇವಸ್ಥಾನದ ಪೂಜೆ ಸಲ್ಲಿಸಿ ಗುದ್ದಲಿ ಪೂಜೆ ನೆರವೇರಿಸಿ ಚಾಲನೆ ನೀಡಿದರು. — [18, 2052, 377, 2100]
page-number-english: Pege-2 — [1369, 26, 1417, 45]
article-karate-body — [397, 2013, 748, 2307]
article-jagruthi-body — [1138, 297, 1496, 813]
legal-notice-317 — [1138, 859, 1496, 1459]
headline-karate-line2: ಕೌಶಲ್ಯ ತರಬೇತಿ ನೀಡಲು ಅರ್ಜಿ — [401, 1982, 632, 2009]
imprint-line: Printed , Published & Owned by VENKATESH.B.S and Printed at Honalu Graphics, Ward No.2, Ashoka Road, Behind Stadium, Satyamangala Village, Vidayanagar, Hassan District, Karnataka-573201 and Published — [257, 2352, 1255, 2364]
advocate-block — [1153, 1192, 1258, 1289]
press-heading: ಪತ್ರಿಕಾ ಪ್ರಕಟಣೆ — [1292, 1041, 1342, 1053]
notice-title: ಸಕಲೇಶಪುರದ ಸಿವಿಲ್ ಜಡ್ಜ್ ಮತ್ತು — [1222, 874, 1412, 894]
versus-label: ವಿರುದ್ಧ — [1306, 1686, 1329, 1698]
photo-member — [1376, 129, 1494, 213]
photo-member — [1258, 129, 1376, 213]
article-jagruthi-box — [1136, 90, 1499, 849]
paragraph: ಅರ್ಹ ಅಭ್ಯರ್ಥಿಗಳು ಕರಾಟೆ ತರಗತಿಯ ಪ್ರಮಾಣ ಪತ್ರ ಹಾಗೂ ಅಗತ್ಯ ದಾಖಲೆಗಳನ್ನು ಅರ್ಜಿಯೊಂದಿಗೆ ಸೆ.22ರೊಳಗೆ ಜಿಲ್ಲಾಧಿಕಾರಿ, ಅಲ್ಪಸಂಖ್ಯಾತರ ಕಲ್ಯಾಣ ಇಲಾಖೆ, ಮೌಲಾನಾ ಆಜಾದ್ ಭವನ, ಆಕಾಶವಾಣಿ ಹಿಂಭಾಗ, ಸಾಲಗಾಮೆ ಮುಖ್ಯರಸ್ತೆ, ಹಾಸನ ಇಲ್ಲಿಗೆ ಕಚೇರಿ ವೇಳೆಯಲ್ಲಿ ಸಲ್ಲಿಸಬಹುದಾಗಿದೆ. ಹೆಚ್ಚಿನ ಮಾಹಿತಿಗಾಗಿ ಜಿಲ್ಲಾ ಅಧಿಕಾರಿಗಳು, ಅಲ್ಪಸಂಖ್ಯಾತರ ಕಲ್ಯಾಣ ಇಲಾಖೆ, ಆಕಾಶವಾಣಿ ಹಿಂಭಾಗ, ಹಾಸನ. ದೂರವಾಣಿ ಸಂಖ್ಯೆ: 08172–268373/ 08172–267373 ಗೆ ಸಂಪರ್ಕಿಸಬಹುದಾಗಿದೆ. — [401, 2094, 743, 2168]
paragraph: ನಂತರ ತೇರಾ ಪಂಥ್ ಯುವ ಪರಿಷತ್ ಹಾಸನ ಸದಸ್ಯ ವಿಕಾಸ್ ಕೊಠಾರಿ ಅವರು ರಕ್ತದಾನ ಮಾಡುವುದರ ಮೂಲಕ ಸಮಾಜ ಮುಖಿಯಾಗಿ ಸೇವೆ ಮಾಡಲು ಕೋರಿದರು. — [18, 497, 377, 527]
sig-line: ಜೆ.ಎಂ.ಎಫ್.ಸಿ. ರವರ — [1414, 1931, 1482, 1941]
issue-date — [409, 24, 527, 72]
paragraph: ನಗರದ ಶ್ರೀ ಬಸವೇಶ್ವರ ದೇವಾಲಯ ಆವರಣದಲ್ಲಿರುವ ವೀರಶೈವ ಲಿಂಗಾಯತ ಸಂಘದ ವತಿಯಿಂದ ರುದ್ರಭೂಮಿ ಅಭಿವೃದ್ಧಿಗಾಗಿ ಶಾಸಕರು ಪಾಲಿಕೆಗೆ ಮನವಿ ಮಾಡಿದ್ದರು. ಈ ಸಂದರ್ಭದಲ್ಲಿ ಮಾತನಾಡಿ ಮುಂದಿನ ದಿನಗಳಲ್ಲಿ ಇನ್ನೂ ಹೆಚ್ಚಿನ ಅನುದಾನ ನೀಡಲಾಗುವುದು ಎಂದರು. ಈ ಸಂದರ್ಭದಲ್ಲಿ ಸಂಘದ ಪದಾಧಿಕಾರಿಗಳು ಹಾಗೂ ಮುಖಂಡರು ಉಪಸ್ಥಿತರಿದ್ದರು. — [18, 2107, 377, 2173]
respondent: ರೆಸ್ಪಾಂಡೆಂಟರು :–ತಹಶೀಲ್ದಾರರು, ಸಕಲೇಶಪುರ. ಸಕಲೇಶಪುರ ತಾಲೂಕು–573134 — [1153, 1027, 1417, 1038]
sig-line: ಸ್ಥಳ :– ಸಕಲೇಶಪುರ — [1153, 1939, 1213, 1950]
article-ganesha-body-col1 — [389, 666, 749, 1140]
sig-line: ಸಕಲೇಶಪುರ — [1414, 1963, 1450, 1974]
headline-jana-spandana: ಸೆ.20 ರಂದು ಜನ ಸ್ಪಂದನ — [790, 2063, 1097, 2104]
paragraph: ವೈಚಾರಿಕ ವಾರ್ತೆ,ಹಾಸನ: ಕಂದಾಯ ಸಚಿವರು ಹಾಗೂ ಹಾಸನ ಜಿಲ್ಲಾ ಉಸ್ತುವಾರಿ ಸಚಿವರಾದ ಕೃಷ್ಣ ಬೈರೇಗೌಡ ಅವರ ಅಧ್ಯಕ್ಷತೆಯಲ್ಲಿ ಜಿಲ್ಲೆಯ ಕರ್ನಾಟಕ ಅಭಿವೃದ್ಧಿ ಕಾರ್ಯಕ್ರಮಗಳ (20 ಅಂಶಗಳ ಕಾರ್ಯಕ್ರಮವೂ ಸೇರಿದಂತೆ), 2025–26ನೇ ಸಾಲಿನ ಆಗಸ್ಟ್–2025ರ ಅಂತ್ಯಕ್ಕೆ ಕೆ.ಡಿ.ಪಿ ಪ್ರಗತಿ ಪರಿಶೀಲನಾ ಸಭೆಯನ್ನು ಸೆ.19ರಂದು ಬೆಳಿಗ್ಗೆ10ಗಂಟೆಗೆ ಹಾಸನ ಜಿಲ್ಲಾ ಪಂಚಾಯಿತಿ ಹೊಯ್ಸಳ ಸಭಾಂಗಣದಲ್ಲಿ ನಿಗದಿಪಡಿಸಲಾಗಿತ್ತು. ಆದರೆ ಕಾರಣಾಂತರದಿಂದ ಸದರಿ ಸಭೆಯನ್ನು ಮುಂದೂಡಿ ಸೆ.23 ರಂದು ಬೆ.10.30 ಗಂಟೆಗೆ ನಿಗಧಿಪಡಿಸಲಾಗಿದೆ ಎಂದು ಜಿಲ್ಲಾ ಪಂಚಾಯಿತಿ ಮುಖ್ಯ ಕಾರ್ಯನಿರ್ವಾಹಕ ಅಧಿಕಾರಿ ತಿಳಿಸಿದ್ದಾರೆ. — [18, 999, 377, 1101]
paragraph: ವೈಚಾರಿಕ ವಾರ್ತೆ, ಹಾಸನ: ಜಿಲ್ಲೆಯ ಎಲ್ಲಾ ರೈತಾಪಿ ವರ್ಗದವರಿಗೆ, ಸಾರ್ವಜನಿಕರಿಗೆ ಹಾಗೂ ಗ್ರಾಮೀಣ ಜನತೆಗೆ ಸಾಮಾಜಿಕ, ಶೈಕ್ಷಣಿಕ, ವಾಣಿಜ್ಯ ಹಾಗೂ ಕೃಷಿ ಚಟುವಟಿಕೆಗಳಿಗೆ ವಿವಿಧ ಇಲಾಖೆಗಳಲ್ಲಿ ದೊರೆಯಬೇಕಾದ ಸೌಲಭ್ಯಗಳು ನಿಗದಿತ ಅವಧಿಯೊಳಗೆ ದೊರೆಯದೆ ಇದ್ದಾಗ ಕಛೇರಿಗೆ ಅಲೆದಾಡುವುದನ್ನು ತಪ್ಪಿಸುವ ಉದ್ದೇಶದಿಂದ ಸಾರ್ವಜನಿಕ ಕುಂದುಕೊರತೆ ನಿವಾರಣಾ ವ್ಯವಸ್ಥೆ (Integrated Public Grievance Redressal System) ಜಾರಿಗೆ ತರಲಾಗಿದೆ. ಜಿಲ್ಲಾ ಮಟ್ಟದಲ್ಲಿ ಸೆ.20ರಂದು ಬೆಳಿಗ್ಗೆ 10ಗಂಟೆಯಿಂದ ಮಧ್ಯಾಹ್ನ 2 ಗಂಟೆಯವರೆಗೆ ಜನಸ್ಪಂದನ ಕಾರ್ಯಕ್ರಮ ನಡೆಯಲಿದ್ದು ಸಾರ್ವಜನಿಕರು ಇದರ ಸದುಪಯೋಗ ಪಡೆದುಕೊಳ್ಳುವಂತೆ ಜಿಲ್ಲಾಧಿಕಾರಿ ಅವರು ತಿಳಿಸಿದ್ದಾರೆ. — [763, 2117, 1123, 2229]
sig-line: ಸಿವಿಲ್ ಜಡ್ಜ್ ಮತ್ತು — [1414, 1914, 1472, 1925]
photo-bhuvaneshwari — [1376, 213, 1494, 297]
paragraph: ವೈಚಾರಿಕ ವಾರ್ತೆ,ಸಕಲೇಶಪುರ : ತಾಲ್ಲೂಕಿನ ಹೆತ್ತೂರಿನಲ್ಲಿ ಗಣಪತಿ ಸೇವಾ ಸಮಿತಿ ವತಿಯಿಂದ ಗ್ರಾಮ ಪಂಚಾಯತಿ ಕಟ್ಟಡದ ಪ್ರವೇಶ ದ್ವಾರದಲ್ಲಿ 130 ನೇ ವರ್ಷದ ಗೌರಿ–ಗಣೇಶ ಮೂರ್ತಿಯನ್ನು ಗುರುವಾರ ಅದ್ದೂರಿ ಮೆರವಣಿಗೆ ಮೂಲಕ ವಿಸರ್ಜನೆ ಮಾಡಲಾಯಿತು. — [389, 669, 749, 717]
headline-blood-donation: ಸ್ವಯಂ ಪ್ರೇರಿತ ರಕ್ತದಾನ ಶಿಬಿರ — [49, 94, 341, 129]
sheristedar-block — [1414, 1872, 1482, 1977]
headline-power-cut: ಸೆ.20 ರಂದುವಿದ್ಯುತ್ ಸರಬರಾಜಿನಲ್ಲಿ ವ್ಯತ್ಯಯ — [401, 1749, 709, 1773]
date-english: Date:19-09-2025 — [409, 26, 527, 45]
date-kannada: 19ಸೆಪ್ಟೆಂಬರ್ 2025 — [409, 52, 522, 68]
paragraph: ಶಿಶು ಅಭಿವೃದ್ಧಿ ಯೋಜನಾಧಿಕಾರಿ ಹಾಗೂ ಕೃಷಿ ಇಲಾಖೆ ಅಧಿಕಾರಿಗಳು ಬೆಳೆಯುವ ಆಹಾರ ಪದಾರ್ಥಗಳ ಬಗ್ಗೆ ಮಾಹಿತಿ ನೀಡಿದರು. ಸಿಗುವ ಸೌಲಭ್ಯಗಳ ಬಗ್ಗೆ ತಿಳಿಸಿದರು. ಬಾಲ್ಯ ವಿವಾಹ ಮತ್ತು ಪೋಕ್ಸೋ ಕಾಯ್ದೆ, ಬಾಲ ಕಾರ್ಮಿಕರು, ಬಾಲ ನ್ಯಾಯ ಮಂಡಳಿ, ಬಾಲಾ ಪರಾಧಿ, ಮತ್ತು ಬುದ್ಧಿಮಾಂದ್ಯ ಮಕ್ಕಳ ಬಗ್ಗೆ ಮಾಹಿತಿ ನೀಡಿದರು. ಈ ವೇಳೆಯಲ್ಲಿ ಮಕ್ಕಳ ಅಭಿವೃದ್ಧಿ ಯೋಜನಾಧಿಕಾರಿ ಗಂಗಮ್ಮ ಬಿ.ಸಿ ಹಾಗೂ ಮತ್ತಿತರರಿದ್ದರು. — [761, 360, 1121, 426]
article-rudrabhoomi-body — [18, 2049, 377, 2337]
headline-kdp-meeting — [13, 894, 376, 961]
paragraph: ಗಣೇಶ ಚತುರ್ಥಿಯಂದು ಪ್ರತಿಷ್ಠಾಪಿಸಿದ್ದ ಗೌರಿ,ಗಣೇಶ ಮೂರ್ತಿಗೆ ಅಂದಿನಿಂದ ವಿಶೇಷ ಪೂಜೆ ಕೈಂಕರ್ಯಗಳು ನಡೆಸಲಾಯಿತು. ವಿಸರ್ಜನಾ ಮಹೋತ್ಸವದ ಅಂಗವಾಗಿ ಗುರುವಾರ ಬೆಳಿಗ್ಗೆ ಗಣಪತಿ ಮತ್ತು ಗೌರಿ ಮೂರ್ತಿಗಳಿಗೆ ಪೂಜೆ ನೆರವೇರಿಸಲಾಯಿತು. ಹೆತ್ತೂರಿನ ಪ್ರಮುಖ ರಸ್ತೆಗಳಲ್ಲಿ ಮಲೆನಾಡು ಶೈಲಿಯ ತೋರಣಗಳನ್ನು ಸಿಂಗರಿಸಲಾಗಿತ್ತು. — [389, 724, 749, 790]
paragraph: ವೈಚಾರಿಕ ವಾರ್ತೆ,ಹಾಸನ: ನಗರದ ಸರ್ಕಾರಿ ವಿಜ್ಞಾನ ಕಾಲೇಜು, ಸ್ವಾಯತ್ತ ಇಲ್ಲಿ ಸ್ವಯಂ ಪ್ರೇರಿತ ರಕ್ತದಾನ ಶಿಬಿರವನ್ನು ಯೂತ್ ರೆಡ್ ಕ್ರಾಸ್ ಘಟಕ, ಕ್ರೀಡಾ ವಿಭಾಗ, ಹೊಯ್ಸಳ ರೋವರ್ಸ್ ಕ್ರೀವ್ ಮತ್ತು ಶಾತಲಾ ರೇಂಜರ್ಸ್ ಘಟಕಗಳ ವತಿಯಿಂದ ಹಾಗೂ ತೇರಾ ಪಂಥ್ ಯುವ ಪರಿಷತ್ ಇವರ ಸಹಯೋಗದೊಂದಿಗೆ ಏರ್ಪಡಿಸಲಾಗಿತ್ತು. — [18, 332, 377, 398]
case-number: ಸಿ.ಮಿಸ್.ನಂ. 315/2025 — [1271, 1531, 1364, 1544]
paragraph: ಅಥವಾಆಯಾತಾಲ್ಲೂಕು ಮಾಹಿತಿ ಕೇಂದ್ರಗಳನ್ನು ಸಂಪರ್ಕಿಸಬಹುದಾಗಿದೆ ಎಂದು ಅಲ್ಪಸಂಖ್ಯಾತರ ಕಲ್ಯಾಣ ಇಲಾಖೆಯ ಜಿಲ್ಲಾ ಅಧಿಕಾರಿ ಅವರು ತಿಳಿಸಿದ್ದಾರೆ. — [401, 2174, 743, 2201]
signature-block — [1153, 1872, 1482, 1977]
signature-block — [1153, 1192, 1482, 1289]
article-ganesha-body-col2 — [755, 1020, 1122, 1140]
photo-credit: R.S MUKU — [755, 1005, 1122, 1017]
seal-line: ಈ ನ್ಯಾಯಾಲಯದ ಮೊಹರು ಹಾಗೂ ಸಹಿಯೊಂದಿಗೆ ದಿನಾಂಕ: 16/9/2025 ರಂದು ನೀಡಲ್ಪಟ್ಟಿದೆ. — [1153, 1857, 1463, 1869]
headline-jagruthi: ಜಿಲ್ಲಾ ಕನ್ನಡ ಜಾಗೃತಿ ಸಮಿತಿಗೆ ನೇಮಕ — [1186, 98, 1448, 123]
